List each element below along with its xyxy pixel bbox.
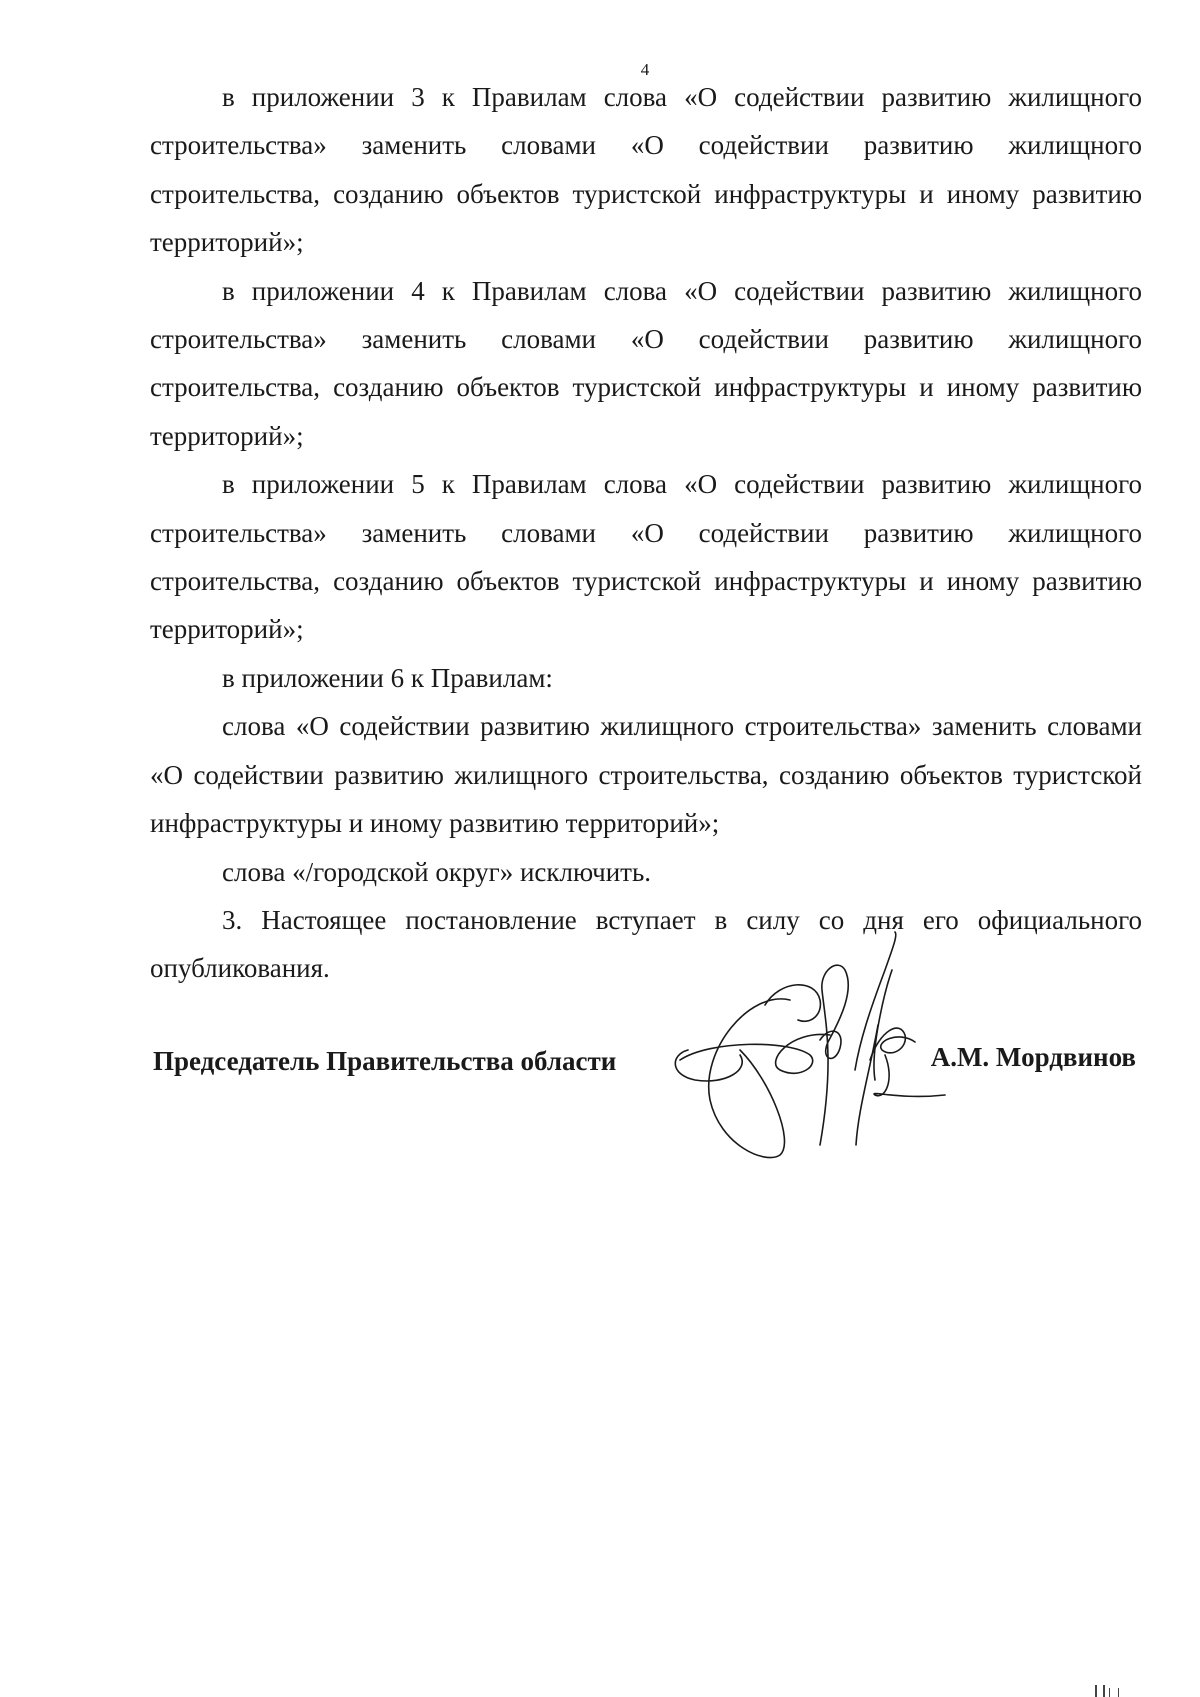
document-body — [150, 73, 1142, 993]
signer-name: А.М. Мордвинов — [930, 1042, 1136, 1072]
handwritten-signature — [670, 930, 970, 1175]
paragraph-appendix-3: в приложении 3 к Правилам слова «О содействии развитию жилищного строительства» заменить словами «О содействии развитию жилищного строительства, созданию объектов туристской инфраструктуры и иному развитию территорий»; — [150, 82, 1142, 258]
scan-artifact — [1095, 1685, 1097, 1697]
signature-block — [150, 1042, 1142, 1086]
paragraph-appendix-4: в приложении 4 к Правилам слова «О содействии развитию жилищного строительства» заменить словами «О содействии развитию жилищного строительства, созданию объектов туристской инфраструктуры и иному развитию территорий»; — [150, 275, 1142, 451]
paragraph-appendix-6-exclude: слова «/городской округ» исключить. — [222, 856, 652, 887]
paragraph-appendix-6-intro: в приложении 6 к Правилам: — [222, 662, 553, 693]
scan-artifact — [1103, 1685, 1105, 1697]
paragraph-appendix-5: в приложении 5 к Правилам слова «О содействии развитию жилищного строительства» заменить словами «О содействии развитию жилищного строительства, созданию объектов туристской инфраструктуры и иному развитию территорий»; — [150, 469, 1142, 645]
scan-artifact — [1109, 1688, 1110, 1697]
page-number: 4 — [640, 60, 650, 79]
signer-title: Председатель Правительства области — [153, 1046, 617, 1076]
scan-artifact — [1118, 1688, 1119, 1697]
paragraph-effective-date: 3. Настоящее постановление вступает в силу со дня его официального опубликования. — [150, 904, 1142, 984]
paragraph-appendix-6-replace: слова «О содействии развитию жилищного строительства» заменить словами «О содействии развитию жилищного строительства, созданию объектов туристской инфраструктуры и иному развитию территорий»; — [150, 711, 1142, 839]
